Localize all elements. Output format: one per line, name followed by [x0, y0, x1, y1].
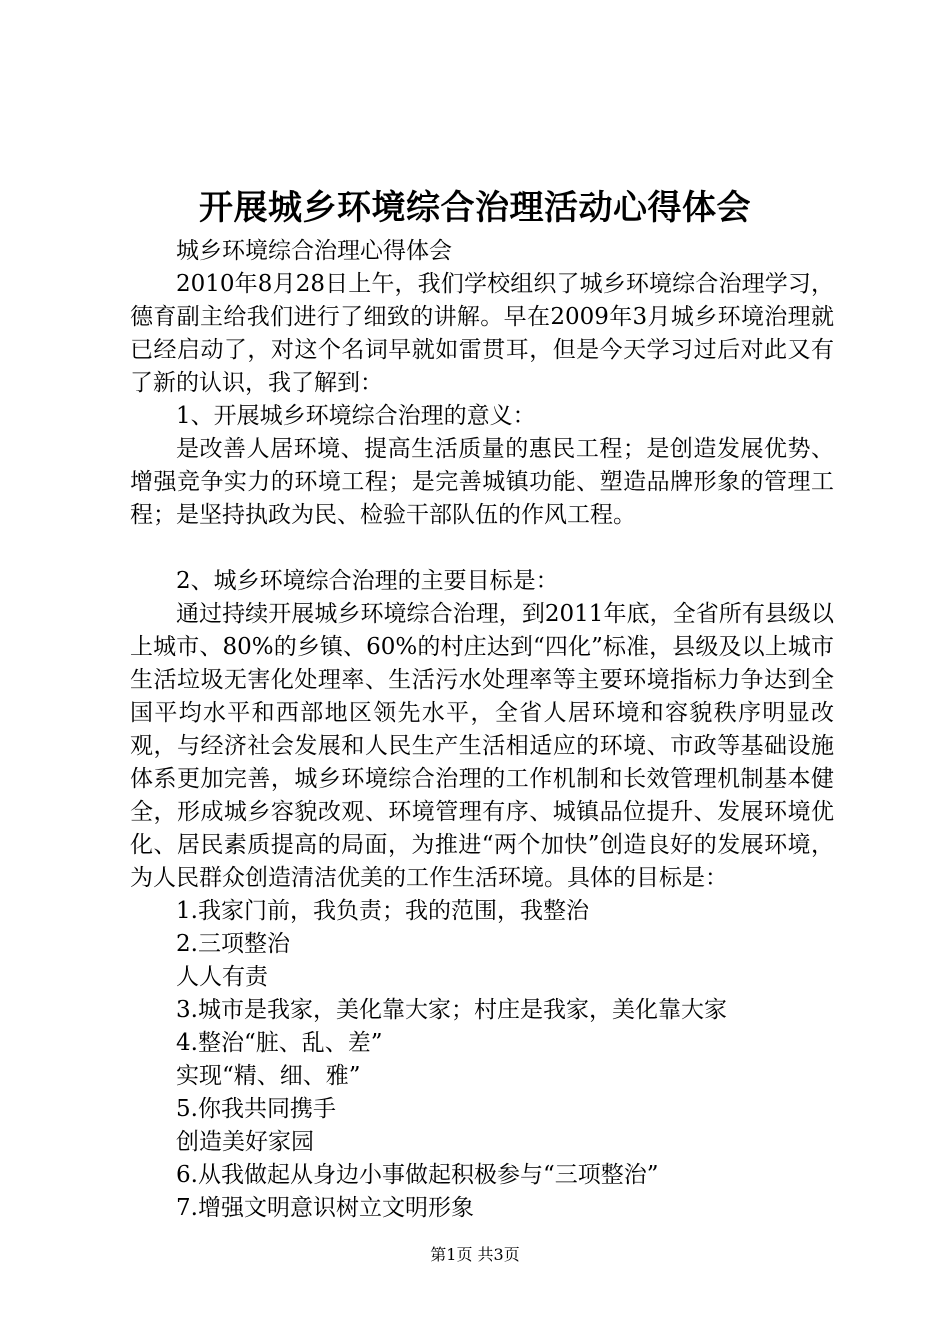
paragraph-significance: 是改善人居环境、提高生活质量的惠民工程；是创造发展优势、增强竞争实力的环境工程；是完善城镇功能、塑造品牌形象的管理工程；是坚持执政为民、检验干部队伍的作风工程。: [130, 436, 834, 528]
paragraph-intro: 2010年8月28日上午，我们学校组织了城乡环境综合治理学习，德育副主给我们进行了细致的讲解。早在2009年3月城乡环境治理就已经启动了，对这个名词早就如雷贯耳，但是今天学习过后对此又有了新的认识，我了解到：: [130, 271, 834, 396]
paragraph-heading-significance: 1、开展城乡环境综合治理的意义：: [176, 403, 536, 429]
list-item: 3.城市是我家，美化靠大家；村庄是我家，美化靠大家: [176, 997, 727, 1023]
document-body: [130, 235, 834, 1225]
list-item: 创造美好家园: [176, 1129, 314, 1155]
list-item: 5.你我共同携手: [176, 1096, 336, 1122]
list-item: 1.我家门前，我负责；我的范围，我整治: [176, 898, 589, 924]
list-item: 人人有责: [176, 964, 268, 990]
paragraph-heading-goals: 2、城乡环境综合治理的主要目标是：: [176, 568, 559, 594]
list-item: 实现“精、细、雅”: [176, 1063, 361, 1089]
paragraph-subtitle: 城乡环境综合治理心得体会: [176, 238, 452, 264]
list-item: 7.增强文明意识树立文明形象: [176, 1195, 474, 1221]
paragraph-goals: 通过持续开展城乡环境综合治理，到2011年底，全省所有县级以上城市、80%的乡镇、60%的村庄达到“四化”标准，县级及以上城市生活垃圾无害化处理率、生活污水处理率等主要环境指标力争达到全国平均水平和西部地区领先水平，全省人居环境和容貌秩序明显改观，与经济社会发展和人民生产生活相适应的环境、市政等基础设施体系更加完善，城乡环境综合治理的工作机制和长效管理机制基本健全，形成城乡容貌改观、环境管理有序、城镇品位提升、发展环境优化、居民素质提高的局面，为推进“两个加快”创造良好的发展环境，为人民群众创造清洁优美的工作生活环境。具体的目标是：: [130, 601, 834, 891]
document-title: 开展城乡环境综合治理活动心得体会: [199, 188, 751, 228]
list-item: 2.三项整治: [176, 931, 290, 957]
list-item: 6.从我做起从身边小事做起积极参与“三项整治”: [176, 1162, 659, 1188]
list-item: 4.整治“脏、乱、差”: [176, 1030, 383, 1056]
paragraph-spacer: [130, 532, 834, 565]
page-number-footer: 第1页 共3页: [430, 1245, 520, 1264]
